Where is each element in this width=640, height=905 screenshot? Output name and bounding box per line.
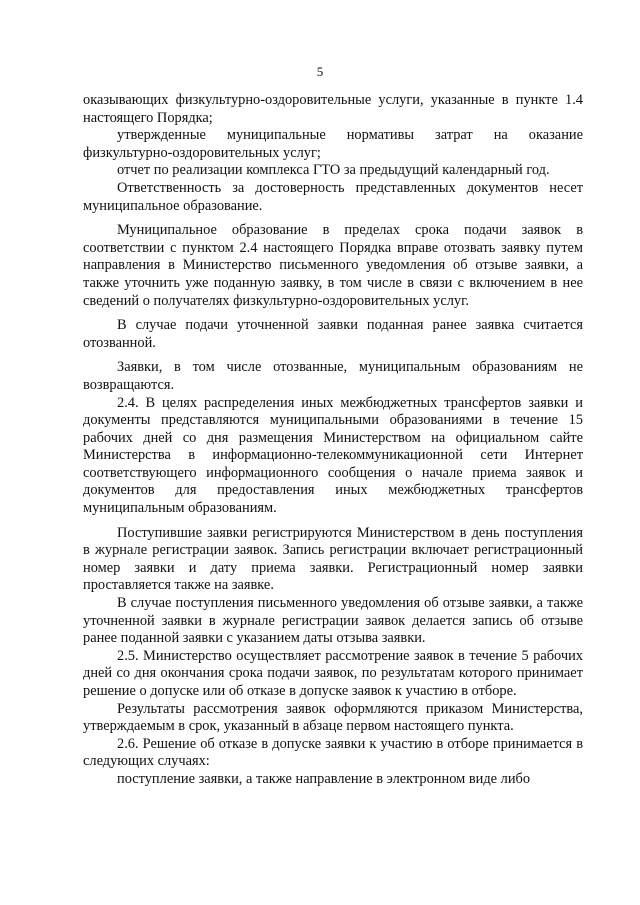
paragraph-12: Результаты рассмотрения заявок оформляются приказом Министерства, утверждаемым в срок, указанный в абзаце первом настоящего пункта. — [83, 700, 583, 735]
paragraph-10: В случае поступления письменного уведомления об отзыве заявки, а также уточненной заявки в журнале регистрации заявок делается запись об отзыве ранее поданной заявки с указанием даты отзыва заявки. — [83, 595, 583, 647]
paragraph-9: Поступившие заявки регистрируются Министерством в день поступления в журнале регистрации заявок. Запись регистрации включает регистрационный номер заявки и дату приема заявки. Регистрационный номер заявки проставляется также на заявке. — [83, 524, 583, 594]
paragraph-5: Муниципальное образование в пределах срока подачи заявок в соответствии с пунктом 2.4 настоящего Порядка вправе отозвать заявку путем направления в Министерство письменного уведомления об отзыве заявки, а также уточнить уже поданную заявку, в том числе в связи с включением в нее сведений о получателях физкультурно-оздоровительных услуг. — [83, 222, 583, 309]
paragraph-11: 2.5. Министерство осуществляет рассмотрение заявок в течение 5 рабочих дней со дня окончания срока подачи заявок, по результатам которого принимает решение о допуске или об отказе в допуске заявок к участию в отборе. — [83, 647, 583, 699]
page-number: 5 — [316, 64, 324, 79]
paragraph-7: Заявки, в том числе отозванные, муниципальным образованиям не возвращаются. — [83, 359, 583, 393]
paragraph-8: 2.4. В целях распределения иных межбюджетных трансфертов заявки и документы представляются муниципальными образованиями в течение 15 рабочих дней со дня размещения Министерством на официальном сайте Министерства в информационно-телекоммуникационной сети Интернет соответствующего информационного сообщения о начале приема заявок и документов для предоставления иных межбюджетных трансфертов муниципальным образованиям. — [83, 394, 583, 517]
paragraph-2: утвержденные муниципальные нормативы затрат на оказание физкультурно-оздоровительных услуг; — [83, 127, 583, 161]
document-body — [83, 92, 583, 789]
paragraph-6: В случае подачи уточненной заявки поданная ранее заявка считается отозванной. — [83, 317, 583, 351]
paragraph-4: Ответственность за достоверность представленных документов несет муниципальное образование. — [83, 179, 583, 214]
paragraph-3: отчет по реализации комплекса ГТО за предыдущий календарный год. — [117, 162, 550, 179]
paragraph-13: 2.6. Решение об отказе в допуске заявки к участию в отборе принимается в следующих случаях: — [83, 735, 583, 770]
paragraph-1: оказывающих физкультурно-оздоровительные услуги, указанные в пункте 1.4 настоящего Порядка; — [83, 92, 583, 126]
paragraph-14: поступление заявки, а также направление в электронном виде либо — [117, 770, 531, 787]
